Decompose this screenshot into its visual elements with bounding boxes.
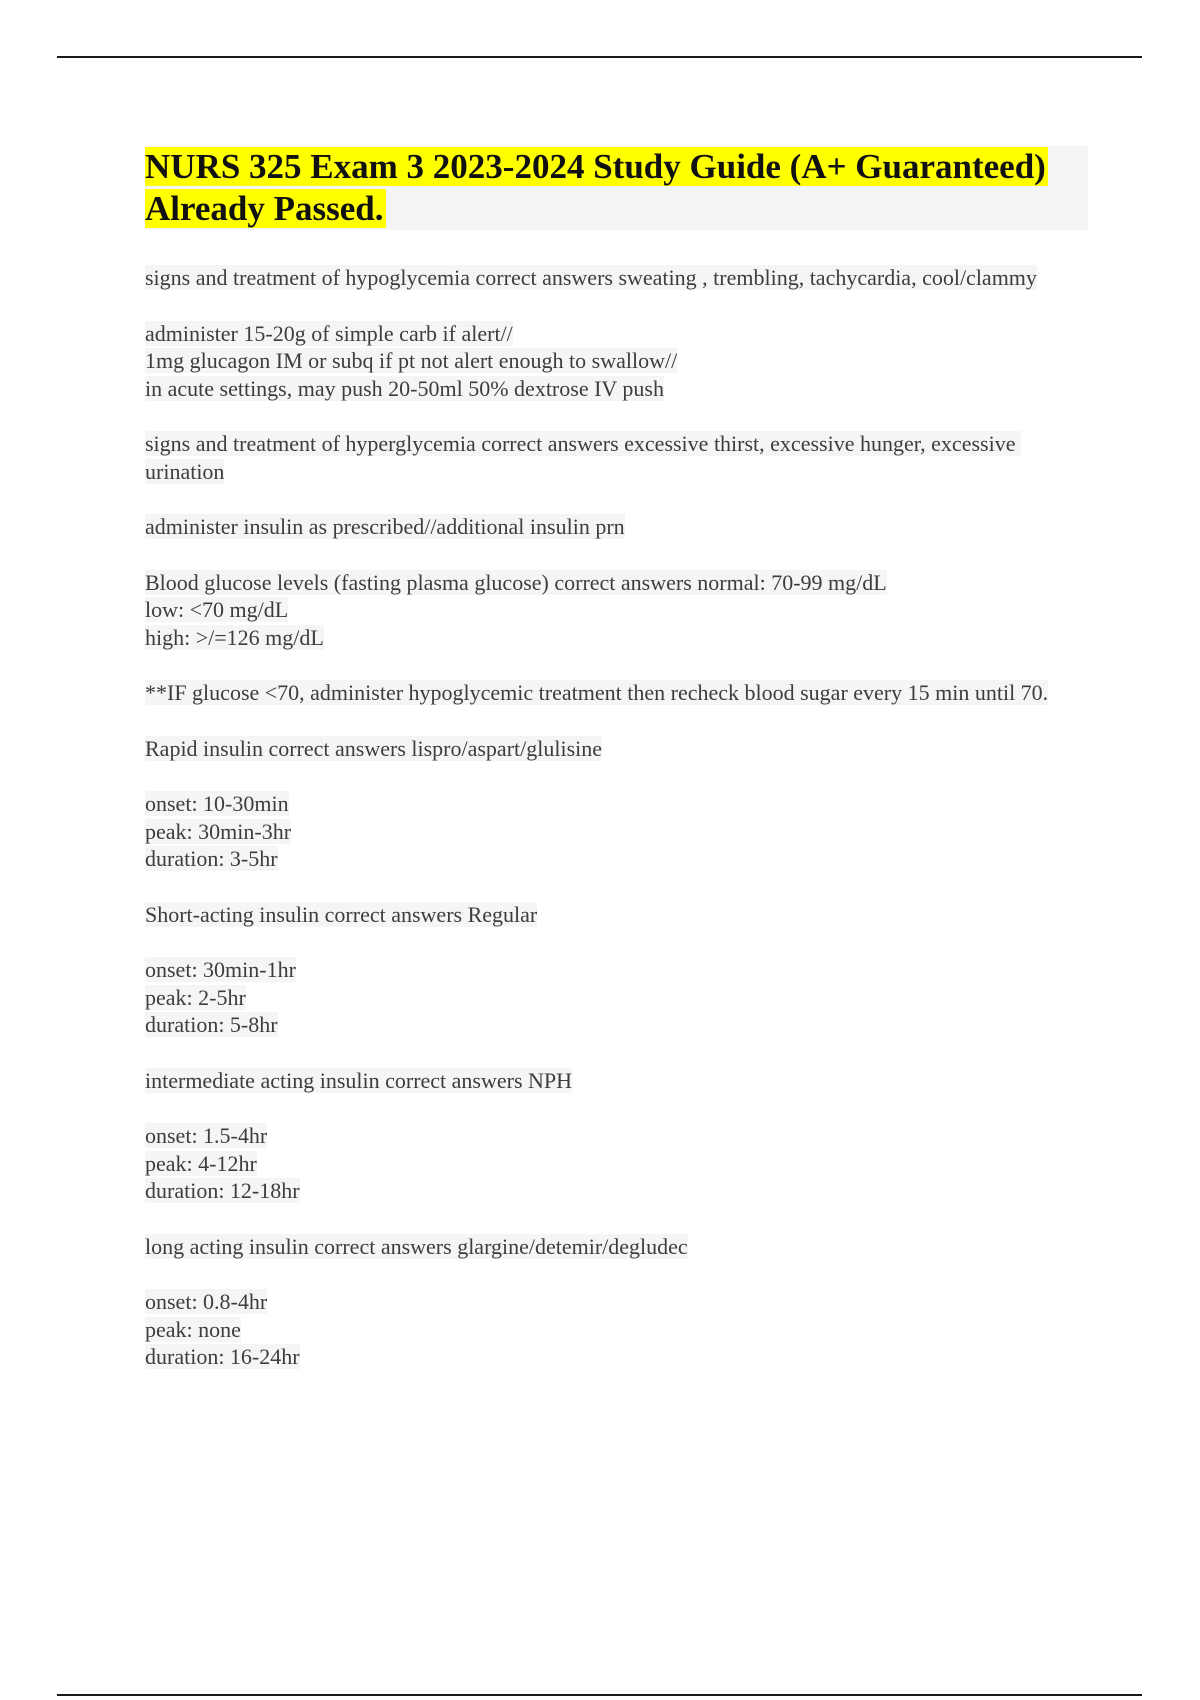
note-text: Short-acting insulin correct answers Regular: [145, 901, 538, 927]
note-text: peak: 2-5hr: [145, 984, 246, 1010]
note-text: onset: 30min-1hr: [145, 957, 296, 982]
note-text: in acute settings, may push 20-50ml 50% dextrose IV push: [145, 375, 664, 401]
note-block: [145, 1122, 1090, 1205]
note-text: duration: 5-8hr: [145, 1012, 278, 1037]
note-text: onset: 0.8-4hr: [145, 1289, 268, 1314]
note-line: [145, 1122, 1090, 1150]
note-text: intermediate acting insulin correct answers NPH: [145, 1067, 573, 1093]
title-block: [145, 146, 1088, 230]
note-line: [145, 1011, 1090, 1039]
title-highlight: NURS 325 Exam 3 2023-2024 Study Guide (A+ Guaranteed) Already Passed.: [145, 147, 1046, 228]
note-text: duration: 12-18hr: [145, 1178, 300, 1203]
note-text: 1mg glucagon IM or subq if pt not alert enough to swallow//: [145, 348, 678, 373]
note-line: [145, 845, 1090, 873]
note-line: [145, 901, 1090, 929]
notes-list: [145, 264, 1090, 1371]
note-text: onset: 1.5-4hr: [145, 1123, 268, 1148]
note-line: [145, 984, 1090, 1012]
note-text: long acting insulin correct answers glargine/detemir/degludec: [145, 1233, 688, 1259]
note-text: administer 15-20g of simple carb if alert//: [145, 320, 513, 346]
note-line: [145, 679, 1090, 707]
note-text: Blood glucose levels (fasting plasma glucose) correct answers normal: 70-99 mg/dL: [145, 569, 887, 595]
note-line: [145, 430, 1090, 485]
note-line: [145, 1150, 1090, 1178]
note-text: Rapid insulin correct answers lispro/aspart/glulisine: [145, 735, 603, 761]
note-line: [145, 790, 1090, 818]
note-line: [145, 569, 1090, 597]
note-line: [145, 1233, 1090, 1261]
note-block: [145, 790, 1090, 873]
note-text: **IF glucose <70, administer hypoglycemic treatment then recheck blood sugar every 15 min until 70.: [145, 680, 1049, 705]
note-block: [145, 1067, 1090, 1095]
note-block: [145, 320, 1090, 403]
note-text: peak: 4-12hr: [145, 1150, 257, 1176]
note-block: [145, 264, 1090, 292]
note-line: [145, 1288, 1090, 1316]
note-line: [145, 347, 1090, 375]
note-block: [145, 679, 1090, 707]
note-block: [145, 430, 1090, 485]
note-line: [145, 513, 1090, 541]
document-body: [145, 146, 1090, 1399]
note-line: [145, 1316, 1090, 1344]
note-block: [145, 735, 1090, 763]
document-title: [145, 146, 1088, 230]
note-text: administer insulin as prescribed//additional insulin prn: [145, 514, 625, 539]
note-line: [145, 320, 1090, 348]
note-block: [145, 569, 1090, 652]
note-line: [145, 596, 1090, 624]
note-line: [145, 735, 1090, 763]
note-line: [145, 264, 1090, 292]
note-text: peak: 30min-3hr: [145, 818, 292, 844]
note-text: duration: 3-5hr: [145, 846, 278, 871]
note-line: [145, 1067, 1090, 1095]
note-text: peak: none: [145, 1316, 241, 1342]
note-line: [145, 818, 1090, 846]
header-rule: [57, 56, 1142, 58]
note-line: [145, 1343, 1090, 1371]
note-block: [145, 1288, 1090, 1371]
note-text: onset: 10-30min: [145, 791, 289, 816]
note-text: signs and treatment of hyperglycemia correct answers excessive thirst, excessive hunger, excessive urination: [145, 431, 1021, 484]
note-block: [145, 1233, 1090, 1261]
note-line: [145, 624, 1090, 652]
note-line: [145, 375, 1090, 403]
note-line: [145, 956, 1090, 984]
note-text: high: >/=126 mg/dL: [145, 624, 324, 650]
note-text: signs and treatment of hypoglycemia correct answers sweating , trembling, tachycardia, cool/clammy: [145, 265, 1037, 290]
footer-rule: [57, 1694, 1142, 1696]
note-block: [145, 901, 1090, 929]
note-text: duration: 16-24hr: [145, 1344, 300, 1369]
note-block: [145, 513, 1090, 541]
note-line: [145, 1177, 1090, 1205]
note-block: [145, 956, 1090, 1039]
note-text: low: <70 mg/dL: [145, 597, 289, 622]
